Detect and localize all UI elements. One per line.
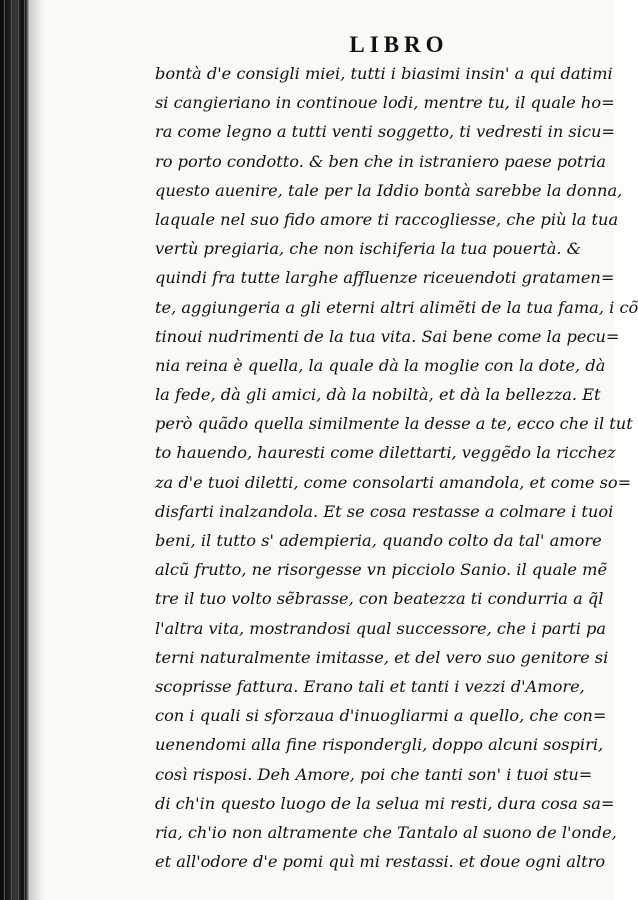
text-line: laquale nel suo fido amore ti raccogliesse, che più la tua: [155, 209, 619, 229]
text-line: alcũ frutto, ne risorgesse vn picciolo Sanio. il quale mẽ: [155, 560, 608, 580]
text-line: si cangieriano in continoue lodi, mentre tu, il quale ho=: [155, 93, 615, 113]
gutter-page-edge: [11, 0, 12, 900]
text-line: la fede, dà gli amici, dà la nobiltà, et dà la bellezza. Et: [155, 385, 601, 405]
text-line: uenendomi alla fine rispondergli, doppo alcuni sospiri,: [155, 735, 604, 755]
text-line: terni naturalmente imitasse, et del vero suo genitore si: [155, 647, 609, 667]
text-line: quindi fra tutte larghe affluenze riceuendoti gratamen=: [155, 268, 615, 288]
text-line: ro porto condotto. & ben che in istraniero paese potria: [155, 151, 607, 171]
gutter-page-edge: [4, 0, 5, 900]
text-line: ria, ch'io non altramente che Tantalo al suono de l'onde,: [155, 822, 617, 842]
text-line: tinoui nudrimenti de la tua vita. Sai bene come la pecu=: [155, 326, 620, 346]
running-head-text: LIBRO: [349, 32, 449, 57]
text-line: così risposi. Deh Amore, poi che tanti son' i tuoi stu=: [155, 764, 593, 784]
text-line: beni, il tutto s' adempieria, quando colto da tal' amore: [155, 531, 602, 550]
text-line: con i quali si sforzaua d'inuogliarmi a quello, che con=: [155, 706, 607, 726]
text-line: però quãdo quella similmente la desse a te, ecco che il tut: [155, 414, 633, 434]
gutter-shadow: [30, 0, 44, 900]
text-line: disfarti inalzandola. Et se cosa restasse a colmare i tuoi: [155, 501, 614, 521]
text-line: questo auenire, tale per la Iddio bontà sarebbe la donna,: [155, 180, 623, 200]
text-line: za d'e tuoi diletti, come consolarti amandola, et come so=: [155, 472, 632, 492]
book-gutter: [0, 0, 30, 900]
text-line: nia reina è quella, la quale dà la moglie con la dote, dà: [155, 355, 606, 375]
text-line: et all'odore d'e pomi quì mi restassi. et doue ogni altro: [155, 852, 606, 872]
text-line: l'altra vita, mostrandosi qual successore, che i parti pa: [155, 618, 607, 638]
text-line: tre il tuo volto sẽbrasse, con beatezza ti condurria a q̃l: [155, 589, 604, 609]
text-line: scoprisse fattura. Erano tali et tanti i vezzi d'Amore,: [155, 676, 585, 696]
text-line: di ch'in questo luogo de la selua mi resti, dura cosa sa=: [155, 793, 615, 813]
text-line: to hauendo, hauresti come dilettarti, veggẽdo la ricchez: [155, 443, 616, 463]
running-head: [0, 32, 614, 58]
text-block: [155, 59, 638, 876]
text-line: ra come legno a tutti venti soggetto, ti vedresti in sicu=: [155, 122, 615, 142]
gutter-page-edge: [24, 0, 25, 900]
text-line: te, aggiungeria a gli eterni altri alimẽti de la tua fama, i cõ: [155, 297, 638, 317]
gutter-page-edge: [18, 0, 19, 900]
text-line: vertù pregiaria, che non ischiferia la tua pouertà. &: [155, 239, 582, 259]
text-line: bontà d'e consigli miei, tutti i biasimi insin' a qui datimi: [155, 64, 613, 83]
